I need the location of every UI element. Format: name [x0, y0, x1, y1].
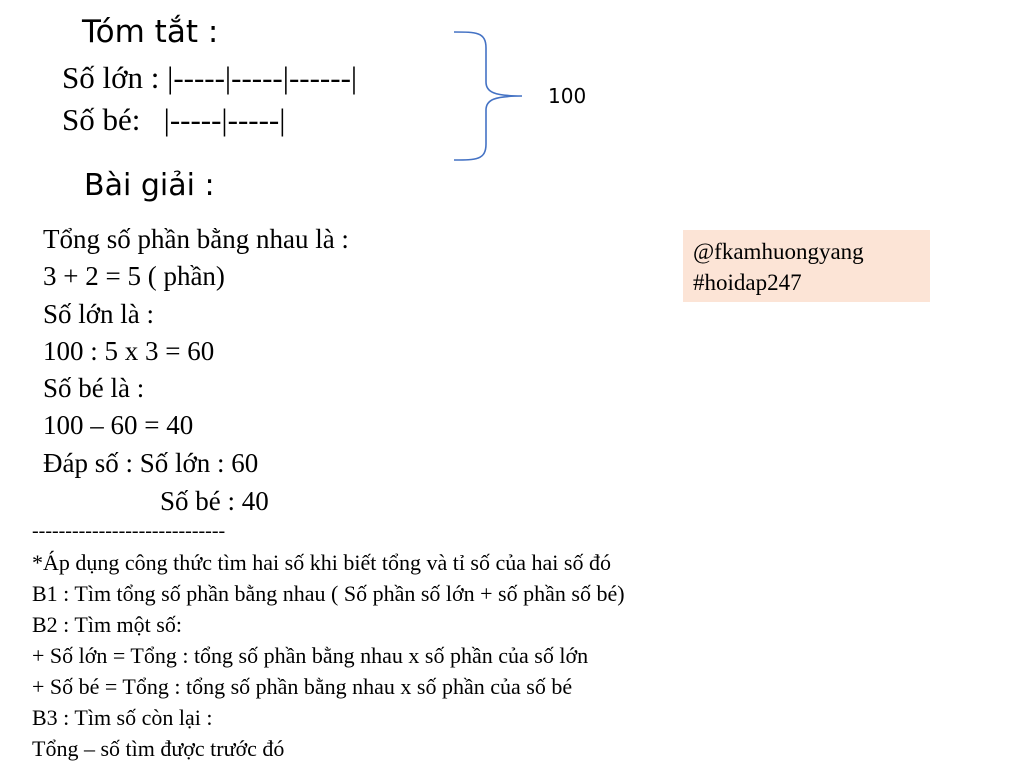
solution-line: Số lớn là : — [43, 299, 155, 329]
note-line: B3 : Tìm số còn lại : — [32, 705, 213, 730]
note-line: *Áp dụng công thức tìm hai số khi biết tổng và tỉ số của hai số đó — [32, 550, 611, 575]
solution-line: 100 : 5 x 3 = 60 — [43, 336, 215, 366]
answer-line: Số bé : 40 — [160, 486, 269, 516]
note-line: Tổng – số tìm được trước đó — [32, 736, 285, 761]
note-line: + Số lớn = Tổng : tổng số phần bằng nhau x số phần của số lớn — [32, 643, 589, 668]
note-line: B2 : Tìm một số: — [32, 612, 182, 637]
solution-line: 3 + 2 = 5 ( phần) — [43, 261, 225, 291]
summary-big-number-line: Số lớn : |-----|-----|------| — [62, 60, 358, 95]
answer-line: Đáp số : Số lớn : 60 — [43, 448, 259, 478]
section-divider: ----------------------------- — [32, 520, 226, 542]
solution-title: Bài giải : — [84, 168, 215, 203]
summary-total-value: 100 — [548, 84, 587, 108]
curly-brace-icon — [450, 28, 530, 164]
site-hashtag: #hoidap247 — [693, 270, 802, 295]
author-handle: @fkamhuongyang — [693, 239, 864, 264]
note-line: + Số bé = Tổng : tổng số phần bằng nhau x số phần của số bé — [32, 674, 573, 699]
summary-small-number-line: Số bé: |-----|-----| — [62, 102, 286, 137]
summary-title: Tóm tắt : — [82, 14, 219, 50]
solution-line: 100 – 60 = 40 — [43, 410, 194, 440]
solution-line: Số bé là : — [43, 373, 145, 403]
solution-line: Tổng số phần bằng nhau là : — [43, 224, 349, 254]
author-tag-box — [683, 230, 930, 302]
note-line: B1 : Tìm tổng số phần bằng nhau ( Số phần số lớn + số phần số bé) — [32, 581, 625, 606]
